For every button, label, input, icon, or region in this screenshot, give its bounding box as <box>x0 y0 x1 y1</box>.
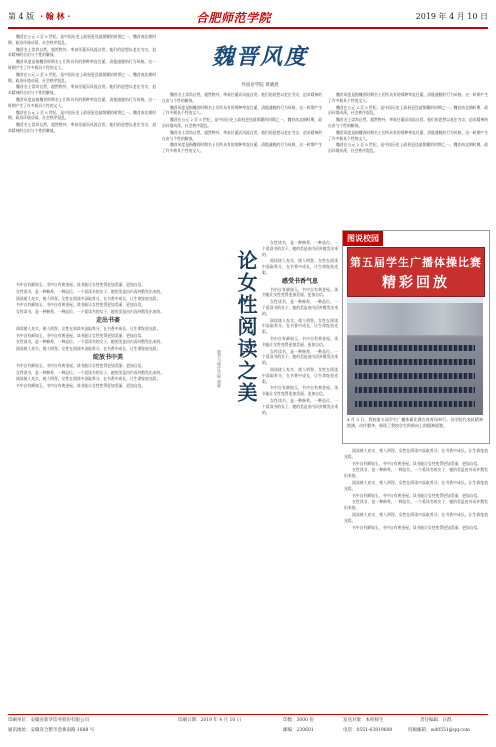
event-photo <box>347 297 483 415</box>
photo-crowd-row <box>355 373 475 379</box>
article1-column-1: 魏晋在公元 2 至 5 世纪，是中国历史上政权更迭最频繁的时期之一。魏晋南北朝时期，政治环境动荡，社会秩序混乱。 魏晋名士崇尚自然，超然物外，率真任诞而风流自赏。他们的思想以老庄为宗，追求精神的自由与个性的解放。 魏晋风度是指魏晋时期名士们所具有的那种率直任诞、清俊通脱的行为风格。这一时期产生了许多极具个性的文人。 魏晋在公元 2 至 5 世纪，是中国历史上政权更迭最频繁的时期之一。魏晋南北朝时期，政治环境动荡，社会秩序混乱。 魏晋名士崇尚自然，超然物外，率真任诞而风流自赏。他们的思想以老庄为宗，追求精神的自由与个性的解放。 魏晋风度是指魏晋时期名士们所具有的那种率直任诞、清俊通脱的行为风格。这一时期产生了许多极具个性的文人。 魏晋在公元 2 至 5 世纪，是中国历史上政权更迭最频繁的时期之一。魏晋南北朝时期，政治环境动荡，社会秩序混乱。 魏晋名士崇尚自然，超然物外，率真任诞而风流自赏。他们的思想以老庄为宗，追求精神的自由与个性的解放。 <box>8 34 156 133</box>
issue-date: 2019 年 4 月 10 日 <box>415 12 488 21</box>
photo-crowd-row <box>355 359 475 365</box>
article1-author: 外国语学院 黄晓晨 <box>241 83 279 88</box>
footer-phone: 电话：0551-63819600 <box>343 728 393 733</box>
photo-section-label: 图说校园 <box>343 231 383 246</box>
masthead: 合肥师范学院 <box>196 11 272 25</box>
article2-subhead-3: 绽放书中美 <box>92 353 123 361</box>
article1-column-3: 魏晋风度是指魏晋时期名士们所具有的那种率直任诞、清俊通脱的行为风格。这一时期产生了许多极具个性的文人。 魏晋在公元 2 至 5 世纪，是中国历史上政权更迭最频繁的时期之一。魏晋南北朝时期，政治环境动荡，社会秩序混乱。 魏晋名士崇尚自然，超然物外，率真任诞而风流自赏。他们的思想以老庄为宗，追求精神的自由与个性的解放。 魏晋风度是指魏晋时期名士们所具有的那种率直任诞、清俊通脱的行为风格。这一时期产生了许多极具个性的文人。 魏晋在公元 2 至 5 世纪，是中国历史上政权更迭最频繁的时期之一。魏晋南北朝时期，政治环境动荡，社会秩序混乱。 <box>328 92 488 154</box>
photo-crowd-row <box>355 345 475 351</box>
article1-title: 魏晋风度 <box>211 44 308 70</box>
banner-subtitle: 精彩回放 <box>382 275 450 291</box>
campus-photo-box <box>342 230 490 444</box>
footer-printer: 印刷单位：安徽省新华印务股份有限公司 <box>8 718 89 723</box>
event-banner <box>347 247 485 297</box>
page-footer <box>8 717 488 741</box>
photo-crowd-row <box>355 387 475 393</box>
footer-address: 通讯地址：安徽省合肥市金寨南路 1688 号 <box>8 728 95 733</box>
footer-postcode: 邮编：230601 <box>283 728 314 733</box>
footer-copies: 印数：3000 份 <box>283 718 314 723</box>
page-header <box>8 7 488 27</box>
article2-subhead-1: 走出书斋 <box>95 316 120 324</box>
article2-subhead-2: 感受书香气息 <box>281 277 318 285</box>
photo-crowd-row <box>355 401 475 407</box>
footer-rule <box>8 714 488 715</box>
footer-email: 投稿邮箱：wd0551@qq.com <box>408 728 470 733</box>
article2-column-1: 书中自有颜如玉，书中自有黄金屋。读书能让女性变得更加美丽、更加自信。 女性读书，是一种修养，一种品位。一个爱读书的女子，她的美是由内而外散发出来的。 阅读使人充实，使人明智。女性在阅读中汲取养分，在书香中成长，让生命绽放光彩。 书中自有颜如玉，书中自有黄金屋。读书能让女性变得更加美丽、更加自信。 女性读书，是一种修养，一种品位。一个爱读书的女子，她的美是由内而外散发出来的。 走出书斋 阅读使人充实，使人明智。女性在阅读中汲取养分，在书香中成长，让生命绽放光彩。 书中自有颜如玉，书中自有黄金屋。读书能让女性变得更加美丽、更加自信。 女性读书，是一种修养，一种品位。一个爱读书的女子，她的美是由内而外散发出来的。 阅读使人充实，使人明智。女性在阅读中汲取养分，在书香中成长，让生命绽放光彩。 绽放书中美 书中自有颜如玉，书中自有黄金屋。读书能让女性变得更加美丽、更加自信。 女性读书，是一种修养，一种品位。一个爱读书的女子，她的美是由内而外散发出来的。 阅读使人充实，使人明智。女性在阅读中汲取养分，在书香中成长，让生命绽放光彩。 书中自有颜如玉，书中自有黄金屋。读书能让女性变得更加美丽、更加自信。 <box>8 282 208 707</box>
article2-author: 数学与统计学院 胡静 <box>217 350 222 388</box>
footer-print-date: 印刷日期：2019 年 4 月 10 日 <box>178 718 242 723</box>
footer-distribution: 发送对象：本校师生 <box>343 718 384 723</box>
footer-editor: 责任编辑：汪群 <box>420 718 452 723</box>
article2-column-2: 女性读书，是一种修养，一种品位。一个爱读书的女子，她的美是由内而外散发出来的。 阅读使人充实，使人明智。女性在阅读中汲取养分，在书香中成长，让生命绽放光彩。 感受书香气息 书中自有颜如玉，书中自有黄金屋。读书能让女性变得更加美丽、更加自信。 女性读书，是一种修养，一种品位。一个爱读书的女子，她的美是由内而外散发出来的。 阅读使人充实，使人明智。女性在阅读中汲取养分，在书香中成长，让生命绽放光彩。 书中自有颜如玉，书中自有黄金屋。读书能让女性变得更加美丽、更加自信。 女性读书，是一种修养，一种品位。一个爱读书的女子，她的美是由内而外散发出来的。 阅读使人充实，使人明智。女性在阅读中汲取养分，在书香中成长，让生命绽放光彩。 书中自有颜如玉，书中自有黄金屋。读书能让女性变得更加美丽、更加自信。 女性读书，是一种修养，一种品位。一个爱读书的女子，她的美是由内而外散发出来的。 <box>262 240 338 415</box>
banner-title: 第五届学生广播体操比赛 <box>350 256 482 269</box>
section-name: · 翰 林 · <box>40 11 71 21</box>
article2-column-3: 阅读使人充实，使人明智。女性在阅读中汲取养分，在书香中成长，让生命绽放光彩。 书中自有颜如玉，书中自有黄金屋。读书能让女性变得更加美丽、更加自信。 女性读书，是一种修养，一种品位。一个爱读书的女子，她的美是由内而外散发出来的。 阅读使人充实，使人明智。女性在阅读中汲取养分，在书香中成长，让生命绽放光彩。 书中自有颜如玉，书中自有黄金屋。读书能让女性变得更加美丽、更加自信。 女性读书，是一种修养，一种品位。一个爱读书的女子，她的美是由内而外散发出来的。 阅读使人充实，使人明智。女性在阅读中汲取养分，在书香中成长，让生命绽放光彩。 书中自有颜如玉，书中自有黄金屋。读书能让女性变得更加美丽、更加自信。 <box>344 448 488 530</box>
article2-title: 论女性阅读之美 <box>234 250 258 404</box>
header-rule <box>8 27 488 29</box>
article1-column-2: 魏晋名士崇尚自然，超然物外，率真任诞而风流自赏。他们的思想以老庄为宗，追求精神的自由与个性的解放。 魏晋风度是指魏晋时期名士们所具有的那种率直任诞、清俊通脱的行为风格。这一时期产生了许多极具个性的文人。 魏晋在公元 2 至 5 世纪，是中国历史上政权更迭最频繁的时期之一。魏晋南北朝时期，政治环境动荡，社会秩序混乱。 魏晋名士崇尚自然，超然物外，率真任诞而风流自赏。他们的思想以老庄为宗，追求精神的自由与个性的解放。 魏晋风度是指魏晋时期名士们所具有的那种率直任诞、清俊通脱的行为风格。这一时期产生了许多极具个性的文人。 <box>162 92 322 154</box>
photo-caption: 4 月 3 日，我校第五届学生广播体操比赛在体育场举行。各学院代表队精神饱满、动作整齐，展现了我校学生积极向上的精神面貌。 <box>347 417 483 428</box>
page-number: 第 4 版 · 翰 林 · <box>8 11 71 21</box>
photo-building <box>347 303 483 335</box>
